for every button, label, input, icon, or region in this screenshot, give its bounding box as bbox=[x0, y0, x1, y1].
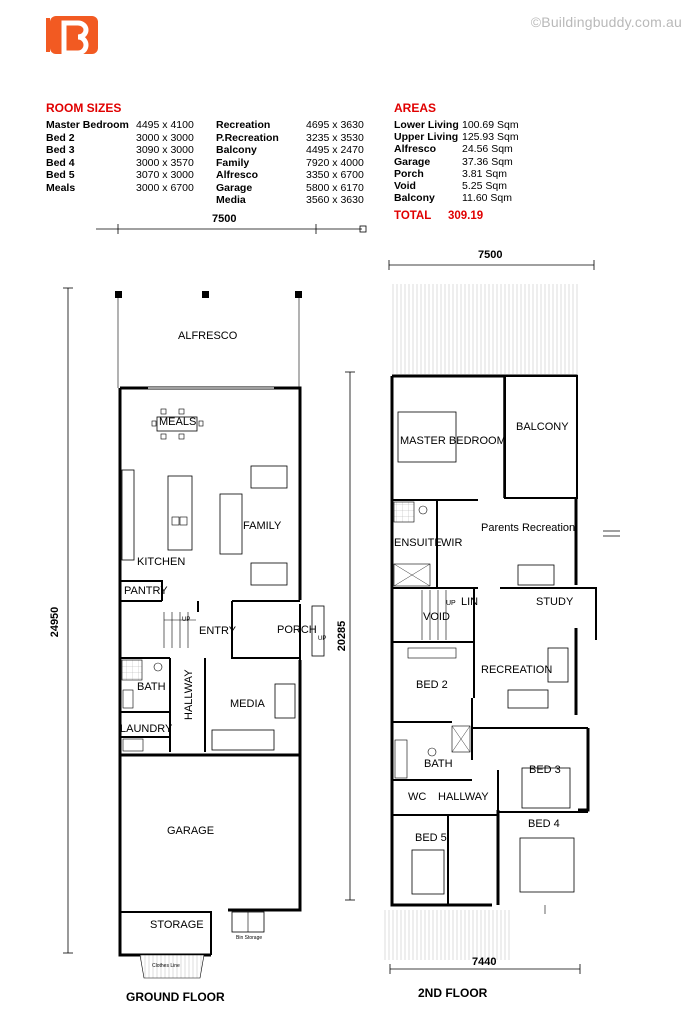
total-label: TOTAL bbox=[394, 210, 432, 222]
room-size-name: Alfresco bbox=[216, 169, 259, 181]
area-value: 37.36 Sqm bbox=[462, 155, 513, 168]
room-size-name: Family bbox=[216, 156, 250, 169]
label-up-upper: UP bbox=[446, 600, 456, 607]
area-name: Garage bbox=[394, 155, 431, 168]
label-master-bedroom: MASTER BEDROOM bbox=[400, 435, 506, 447]
label-pantry: PANTRY bbox=[124, 585, 168, 597]
area-value: 5.25 Sqm bbox=[462, 180, 507, 192]
room-size-value: 7920 x 4000 bbox=[306, 156, 364, 169]
label-wir: WIR bbox=[441, 537, 463, 549]
room-size-value: 3000 x 3000 bbox=[136, 131, 194, 144]
upper-floor-title: 2ND FLOOR bbox=[418, 986, 488, 1000]
room-size-name: Master Bedroom bbox=[46, 119, 129, 131]
label-balcony: BALCONY bbox=[516, 421, 569, 433]
label-hallway: HALLWAY bbox=[183, 669, 195, 720]
ground-depth-dim: 24950 bbox=[49, 606, 61, 638]
label-ensuite: ENSUITE bbox=[394, 537, 442, 549]
label-bath-upper: BATH bbox=[424, 758, 453, 770]
room-size-name: Balcony bbox=[216, 144, 257, 156]
label-up-stairs: UP bbox=[182, 617, 191, 623]
upper-bottom-dim: 7440 bbox=[472, 956, 497, 968]
room-size-value: 3350 x 6700 bbox=[306, 169, 364, 181]
label-void: VOID bbox=[423, 611, 450, 623]
room-size-value: 4495 x 4100 bbox=[136, 119, 194, 131]
label-recreation: RECREATION bbox=[481, 664, 553, 676]
room-size-name: Media bbox=[216, 194, 246, 206]
areas-title: AREAS bbox=[394, 101, 437, 115]
top-dimension-line bbox=[96, 224, 366, 234]
label-parents-recreation: Parents Recreation bbox=[481, 522, 576, 534]
label-clothes-line: Clothes Line bbox=[152, 963, 180, 969]
label-hallway-upper: HALLWAY bbox=[438, 791, 489, 803]
room-size-value: 5800 x 6170 bbox=[306, 181, 364, 194]
area-value: 100.69 Sqm bbox=[462, 119, 519, 131]
area-name: Alfresco bbox=[394, 143, 437, 156]
watermark: ©Buildingbuddy.com.au bbox=[530, 14, 682, 30]
label-bed3: BED 3 bbox=[529, 764, 561, 776]
label-porch: PORCH bbox=[277, 624, 317, 636]
room-size-name: Recreation bbox=[216, 119, 271, 131]
room-size-value: 3235 x 3530 bbox=[306, 131, 364, 144]
label-bed5: BED 5 bbox=[415, 832, 447, 844]
room-size-name: Bed 3 bbox=[46, 144, 75, 156]
label-bed2: BED 2 bbox=[416, 679, 448, 691]
area-name: Void bbox=[394, 180, 416, 192]
ground-inner-dim: 20285 bbox=[336, 620, 348, 652]
area-value: 11.60 Sqm bbox=[462, 192, 513, 205]
label-bed4: BED 4 bbox=[528, 818, 560, 830]
label-bin-storage: Bin Storage bbox=[236, 935, 263, 941]
room-size-name: P.Recreation bbox=[216, 131, 279, 144]
label-family: FAMILY bbox=[243, 520, 282, 532]
label-lin: LIN bbox=[461, 596, 479, 608]
room-sizes-title: ROOM SIZES bbox=[46, 101, 122, 115]
room-size-value: 3090 x 3000 bbox=[136, 144, 194, 156]
room-size-name: Bed 5 bbox=[46, 169, 75, 181]
label-garage: GARAGE bbox=[167, 825, 215, 837]
ground-width-dim: 7500 bbox=[212, 213, 237, 225]
area-name: Balcony bbox=[394, 192, 435, 205]
room-size-value: 3560 x 3630 bbox=[306, 194, 364, 206]
area-name: Lower Living bbox=[394, 119, 459, 131]
total-value: 309.19 bbox=[448, 210, 484, 222]
label-storage: STORAGE bbox=[150, 919, 204, 931]
area-value: 24.56 Sqm bbox=[462, 143, 513, 156]
label-wc: WC bbox=[408, 791, 427, 803]
area-value: 125.93 Sqm bbox=[462, 131, 519, 144]
area-value: 3.81 Sqm bbox=[462, 167, 507, 180]
label-alfresco: ALFRESCO bbox=[178, 330, 238, 342]
room-size-name: Garage bbox=[216, 181, 253, 194]
label-kitchen: KITCHEN bbox=[137, 556, 186, 568]
room-size-name: Meals bbox=[46, 181, 76, 194]
label-bath: BATH bbox=[137, 681, 166, 693]
label-media: MEDIA bbox=[230, 698, 265, 710]
room-size-name: Bed 2 bbox=[46, 131, 75, 144]
label-laundry: LAUNDRY bbox=[120, 723, 173, 735]
label-entry: ENTRY bbox=[199, 625, 237, 637]
ground-floor-title: GROUND FLOOR bbox=[126, 990, 225, 1004]
area-name: Upper Living bbox=[394, 131, 459, 144]
room-size-value: 3000 x 6700 bbox=[136, 181, 194, 194]
room-size-value: 4695 x 3630 bbox=[306, 119, 364, 131]
room-size-value: 3070 x 3000 bbox=[136, 169, 194, 181]
room-size-name: Bed 4 bbox=[46, 156, 75, 169]
room-size-value: 3000 x 3570 bbox=[136, 156, 194, 169]
upper-floor-plan bbox=[384, 249, 620, 974]
area-name: Porch bbox=[394, 167, 424, 180]
label-study: STUDY bbox=[536, 596, 574, 608]
room-size-value: 4495 x 2470 bbox=[306, 144, 364, 156]
label-up-porch: UP bbox=[318, 636, 327, 642]
upper-width-dim: 7500 bbox=[478, 249, 503, 261]
label-meals: MEALS bbox=[159, 416, 197, 428]
